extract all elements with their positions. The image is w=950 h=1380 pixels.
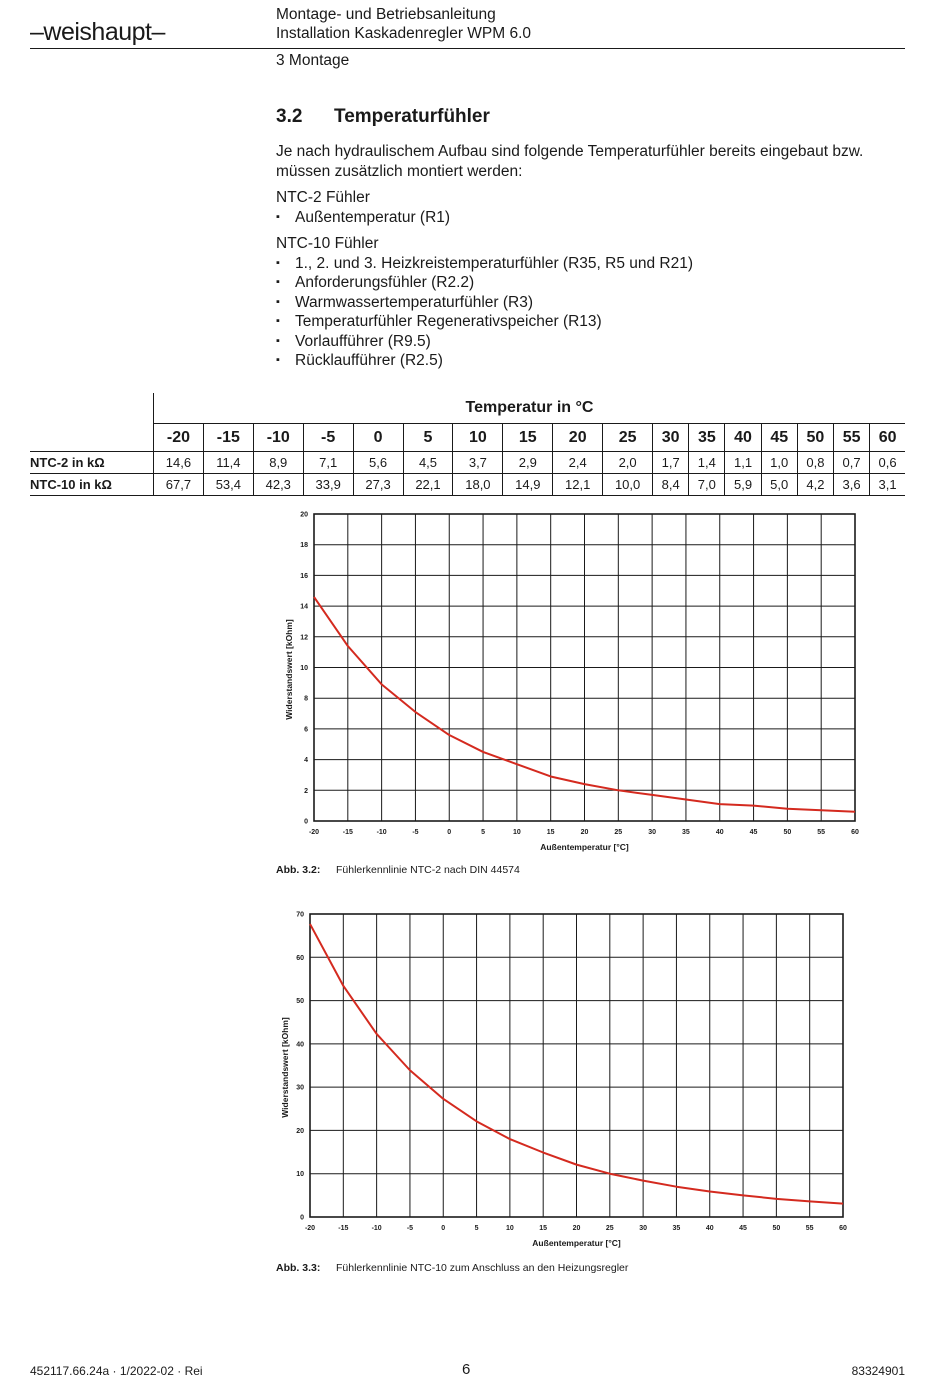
table-cell: 22,1 [403, 474, 453, 496]
list-item: ▪ Außentemperatur (R1) [276, 208, 906, 228]
x-tick-label: 0 [447, 829, 452, 836]
x-tick-label: 40 [705, 1225, 714, 1232]
table-cell: 3,6 [834, 474, 870, 496]
figure-caption-3-2 [276, 864, 520, 876]
table-cell: 1,7 [653, 452, 689, 474]
table-cell: 0,7 [834, 452, 870, 474]
y-tick-label: 18 [300, 542, 308, 550]
temp-header-cell: 35 [689, 424, 725, 452]
temp-header-cell: 30 [653, 424, 689, 452]
temp-header-cell: 40 [725, 424, 761, 452]
table-cell: 2,0 [603, 452, 653, 474]
list-item: ▪ Vorlaufführer (R9.5) [276, 332, 906, 352]
section-title: Temperaturfühler [334, 106, 490, 127]
table-cell: 53,4 [203, 474, 253, 496]
x-tick-label: 15 [539, 1225, 548, 1232]
temp-header-cell: -20 [154, 424, 204, 452]
table-cell: 5,9 [725, 474, 761, 496]
table-cell: 0,6 [870, 452, 905, 474]
x-tick-label: 50 [783, 829, 792, 836]
x-tick-label: -5 [406, 1225, 414, 1232]
table-cell: 1,1 [725, 452, 761, 474]
x-tick-label: 60 [851, 829, 859, 836]
ntc2-heading: NTC-2 Fühler [276, 189, 370, 206]
x-tick-label: 25 [605, 1225, 614, 1232]
table-cell: 7,0 [689, 474, 725, 496]
temp-header-cell: -5 [303, 424, 353, 452]
x-axis-label: Außentemperatur [°C] [540, 842, 629, 852]
table-cell: 8,9 [253, 452, 303, 474]
table-cell: 14,6 [154, 452, 204, 474]
table-cell: 2,9 [503, 452, 553, 474]
y-tick-label: 50 [296, 998, 304, 1006]
x-tick-label: 45 [739, 1225, 747, 1232]
row-label-ntc10: NTC-10 in kΩ [30, 474, 154, 496]
y-tick-label: 20 [296, 1127, 304, 1135]
x-tick-label: 55 [805, 1225, 814, 1232]
table-cell: 5,0 [761, 474, 797, 496]
y-tick-label: 12 [300, 634, 308, 642]
page-number: 6 [462, 1361, 471, 1378]
table-cell: 11,4 [203, 452, 253, 474]
ntc10-heading: NTC-10 Fühler [276, 235, 379, 252]
temp-header-cell: 45 [761, 424, 797, 452]
temp-header-cell: 15 [503, 424, 553, 452]
table-title: Temperatur in °C [154, 393, 906, 424]
table-cell: 1,4 [689, 452, 725, 474]
y-tick-label: 10 [296, 1171, 304, 1179]
y-tick-label: 30 [296, 1084, 304, 1092]
table-cell: 18,0 [453, 474, 503, 496]
table-cell: 10,0 [603, 474, 653, 496]
header-line-2: Installation Kaskadenregler WPM 6.0 [276, 25, 532, 42]
y-axis-label: Widerstandswert [kOhm] [284, 619, 294, 720]
list-item: ▪ Anforderungsfühler (R2.2) [276, 273, 906, 293]
list-item: ▪ 1., 2. und 3. Heizkreistemperaturfühler (R35, R5 und R21) [276, 254, 906, 274]
temp-header-cell: -15 [203, 424, 253, 452]
caption-text: Fühlerkennlinie NTC-10 zum Anschluss an den Heizungsregler [336, 1262, 629, 1274]
table-cell: 7,1 [303, 452, 353, 474]
y-axis-label: Widerstandswert [kOhm] [280, 1017, 290, 1118]
y-tick-label: 2 [304, 787, 308, 795]
temp-header-cell: 55 [834, 424, 870, 452]
x-tick-label: 40 [715, 829, 724, 836]
header-line-1: Montage- und Betriebsanleitung [276, 6, 496, 23]
footer-code: 83324901 [851, 1364, 905, 1378]
x-tick-label: -20 [308, 829, 320, 836]
temp-header-cell: 60 [870, 424, 905, 452]
x-tick-label: 10 [512, 829, 521, 836]
table-cell: 0,8 [797, 452, 833, 474]
chart-1 [284, 512, 859, 853]
table-cell: 3,1 [870, 474, 905, 496]
row-label-ntc2: NTC-2 in kΩ [30, 452, 154, 474]
y-tick-label: 16 [300, 572, 308, 580]
x-tick-label: 20 [572, 1225, 581, 1232]
temp-header-cell: 50 [797, 424, 833, 452]
x-tick-label: 0 [441, 1225, 446, 1232]
x-tick-label: -10 [376, 829, 387, 836]
table-cell: 3,7 [453, 452, 503, 474]
caption-text: Fühlerkennlinie NTC-2 nach DIN 44574 [336, 864, 520, 876]
y-tick-label: 20 [300, 511, 308, 519]
x-tick-label: -15 [342, 829, 353, 836]
table-cell: 2,4 [553, 452, 603, 474]
x-tick-label: 5 [474, 1225, 479, 1232]
table-cell: 27,3 [353, 474, 403, 496]
temp-header-cell: 25 [603, 424, 653, 452]
table-cell: 4,2 [797, 474, 833, 496]
x-tick-label: 60 [839, 1225, 847, 1232]
temp-header-cell: 10 [453, 424, 503, 452]
y-tick-label: 0 [304, 818, 308, 826]
table-cell: 4,5 [403, 452, 453, 474]
y-tick-label: 70 [296, 911, 304, 919]
x-tick-label: 30 [648, 829, 657, 836]
x-tick-label: 35 [682, 829, 690, 836]
table-cell: 8,4 [653, 474, 689, 496]
y-tick-label: 14 [300, 603, 308, 611]
temp-header-cell: 0 [353, 424, 403, 452]
y-tick-label: 6 [304, 726, 308, 734]
x-tick-label: 15 [546, 829, 555, 836]
list-item: ▪ Temperaturfühler Regenerativspeicher (R13) [276, 312, 906, 332]
x-tick-label: 30 [639, 1225, 648, 1232]
x-tick-label: 45 [749, 829, 758, 836]
table-cell: 33,9 [303, 474, 353, 496]
footer-document-number: 452117.66.24a · 1/2022-02 · Rei [30, 1364, 203, 1378]
y-tick-label: 0 [300, 1214, 304, 1222]
table-cell: 5,6 [353, 452, 403, 474]
weishaupt-logo: –weishaupt– [30, 18, 165, 46]
chart-2 [280, 912, 847, 1249]
list-item: ▪ Warmwassertemperaturfühler (R3) [276, 293, 906, 313]
x-tick-label: 35 [672, 1225, 681, 1232]
intro-paragraph: Je nach hydraulischem Aufbau sind folgende Temperaturfühler bereits eingebaut bzw. müssen zusätzlich montiert werden: [276, 143, 864, 180]
x-tick-label: 10 [505, 1225, 514, 1232]
caption-label: Abb. 3.3: [276, 1262, 321, 1274]
x-tick-label: 25 [614, 829, 623, 836]
x-tick-label: 50 [772, 1225, 781, 1232]
x-tick-label: -15 [338, 1225, 349, 1232]
y-tick-label: 10 [300, 665, 308, 672]
chapter-title: 3 Montage [276, 52, 350, 69]
x-tick-label: -10 [371, 1225, 382, 1232]
y-tick-label: 4 [304, 757, 308, 765]
list-item: ▪ Rücklaufführer (R2.5) [276, 351, 906, 371]
x-tick-label: 20 [580, 829, 589, 836]
x-tick-label: -5 [412, 829, 419, 836]
x-axis-label: Außentemperatur [°C] [532, 1238, 621, 1248]
y-tick-label: 8 [304, 695, 308, 703]
y-tick-label: 60 [296, 954, 304, 962]
x-tick-label: -20 [304, 1225, 316, 1232]
temp-header-cell: 20 [553, 424, 603, 452]
section-number: 3.2 [276, 106, 303, 127]
x-tick-label: 5 [481, 829, 486, 836]
y-tick-label: 40 [296, 1041, 304, 1049]
caption-label: Abb. 3.2: [276, 864, 321, 876]
table-cell: 12,1 [553, 474, 603, 496]
temp-header-cell: 5 [403, 424, 453, 452]
table-cell: 1,0 [761, 452, 797, 474]
table-cell: 42,3 [253, 474, 303, 496]
figure-caption-3-3 [276, 1262, 628, 1274]
x-tick-label: 55 [817, 829, 826, 836]
temp-header-cell: -10 [253, 424, 303, 452]
table-cell: 67,7 [154, 474, 204, 496]
table-cell: 14,9 [503, 474, 553, 496]
